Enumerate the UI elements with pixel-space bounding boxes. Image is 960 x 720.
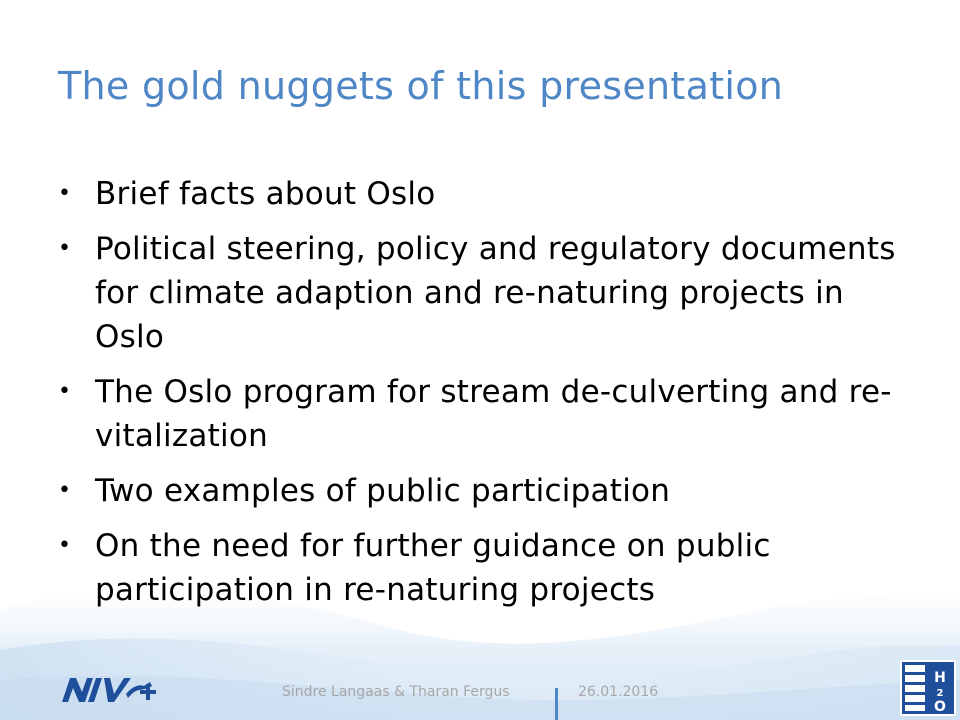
bullet-dot: • [58,379,72,404]
h2o-oslo-logo-icon [900,660,956,716]
svg-text:O: O [934,699,946,715]
bullet-item [58,227,918,359]
niva-logo-icon [60,672,160,706]
bullet-dot: • [58,533,72,558]
bullet-list [58,172,918,623]
footer-date: 26.01.2016 [578,684,659,700]
bullet-dot: • [58,478,72,503]
bullet-item [58,469,918,513]
bullet-item [58,370,918,458]
bullet-item [58,172,918,216]
svg-text:H: H [934,670,946,686]
bullet-dot: • [58,181,72,206]
bullet-text: On the need for further guidance on public participation in re-naturing projects [95,528,771,608]
bullet-dot: • [58,236,72,261]
svg-text:2: 2 [936,688,944,699]
slide-title: The gold nuggets of this presentation [58,64,784,108]
footer-authors: Sindre Langaas & Tharan Fergus [282,684,510,700]
footer-divider [555,688,558,720]
bullet-text: Brief facts about Oslo [95,176,436,212]
bullet-text: Two examples of public participation [95,473,671,509]
bullet-item [58,524,918,612]
bullet-text: The Oslo program for stream de-culverting and re-vitalization [95,374,892,454]
bullet-text: Political steering, policy and regulatory documents for climate adaption and re-naturing projects in Oslo [95,231,896,355]
